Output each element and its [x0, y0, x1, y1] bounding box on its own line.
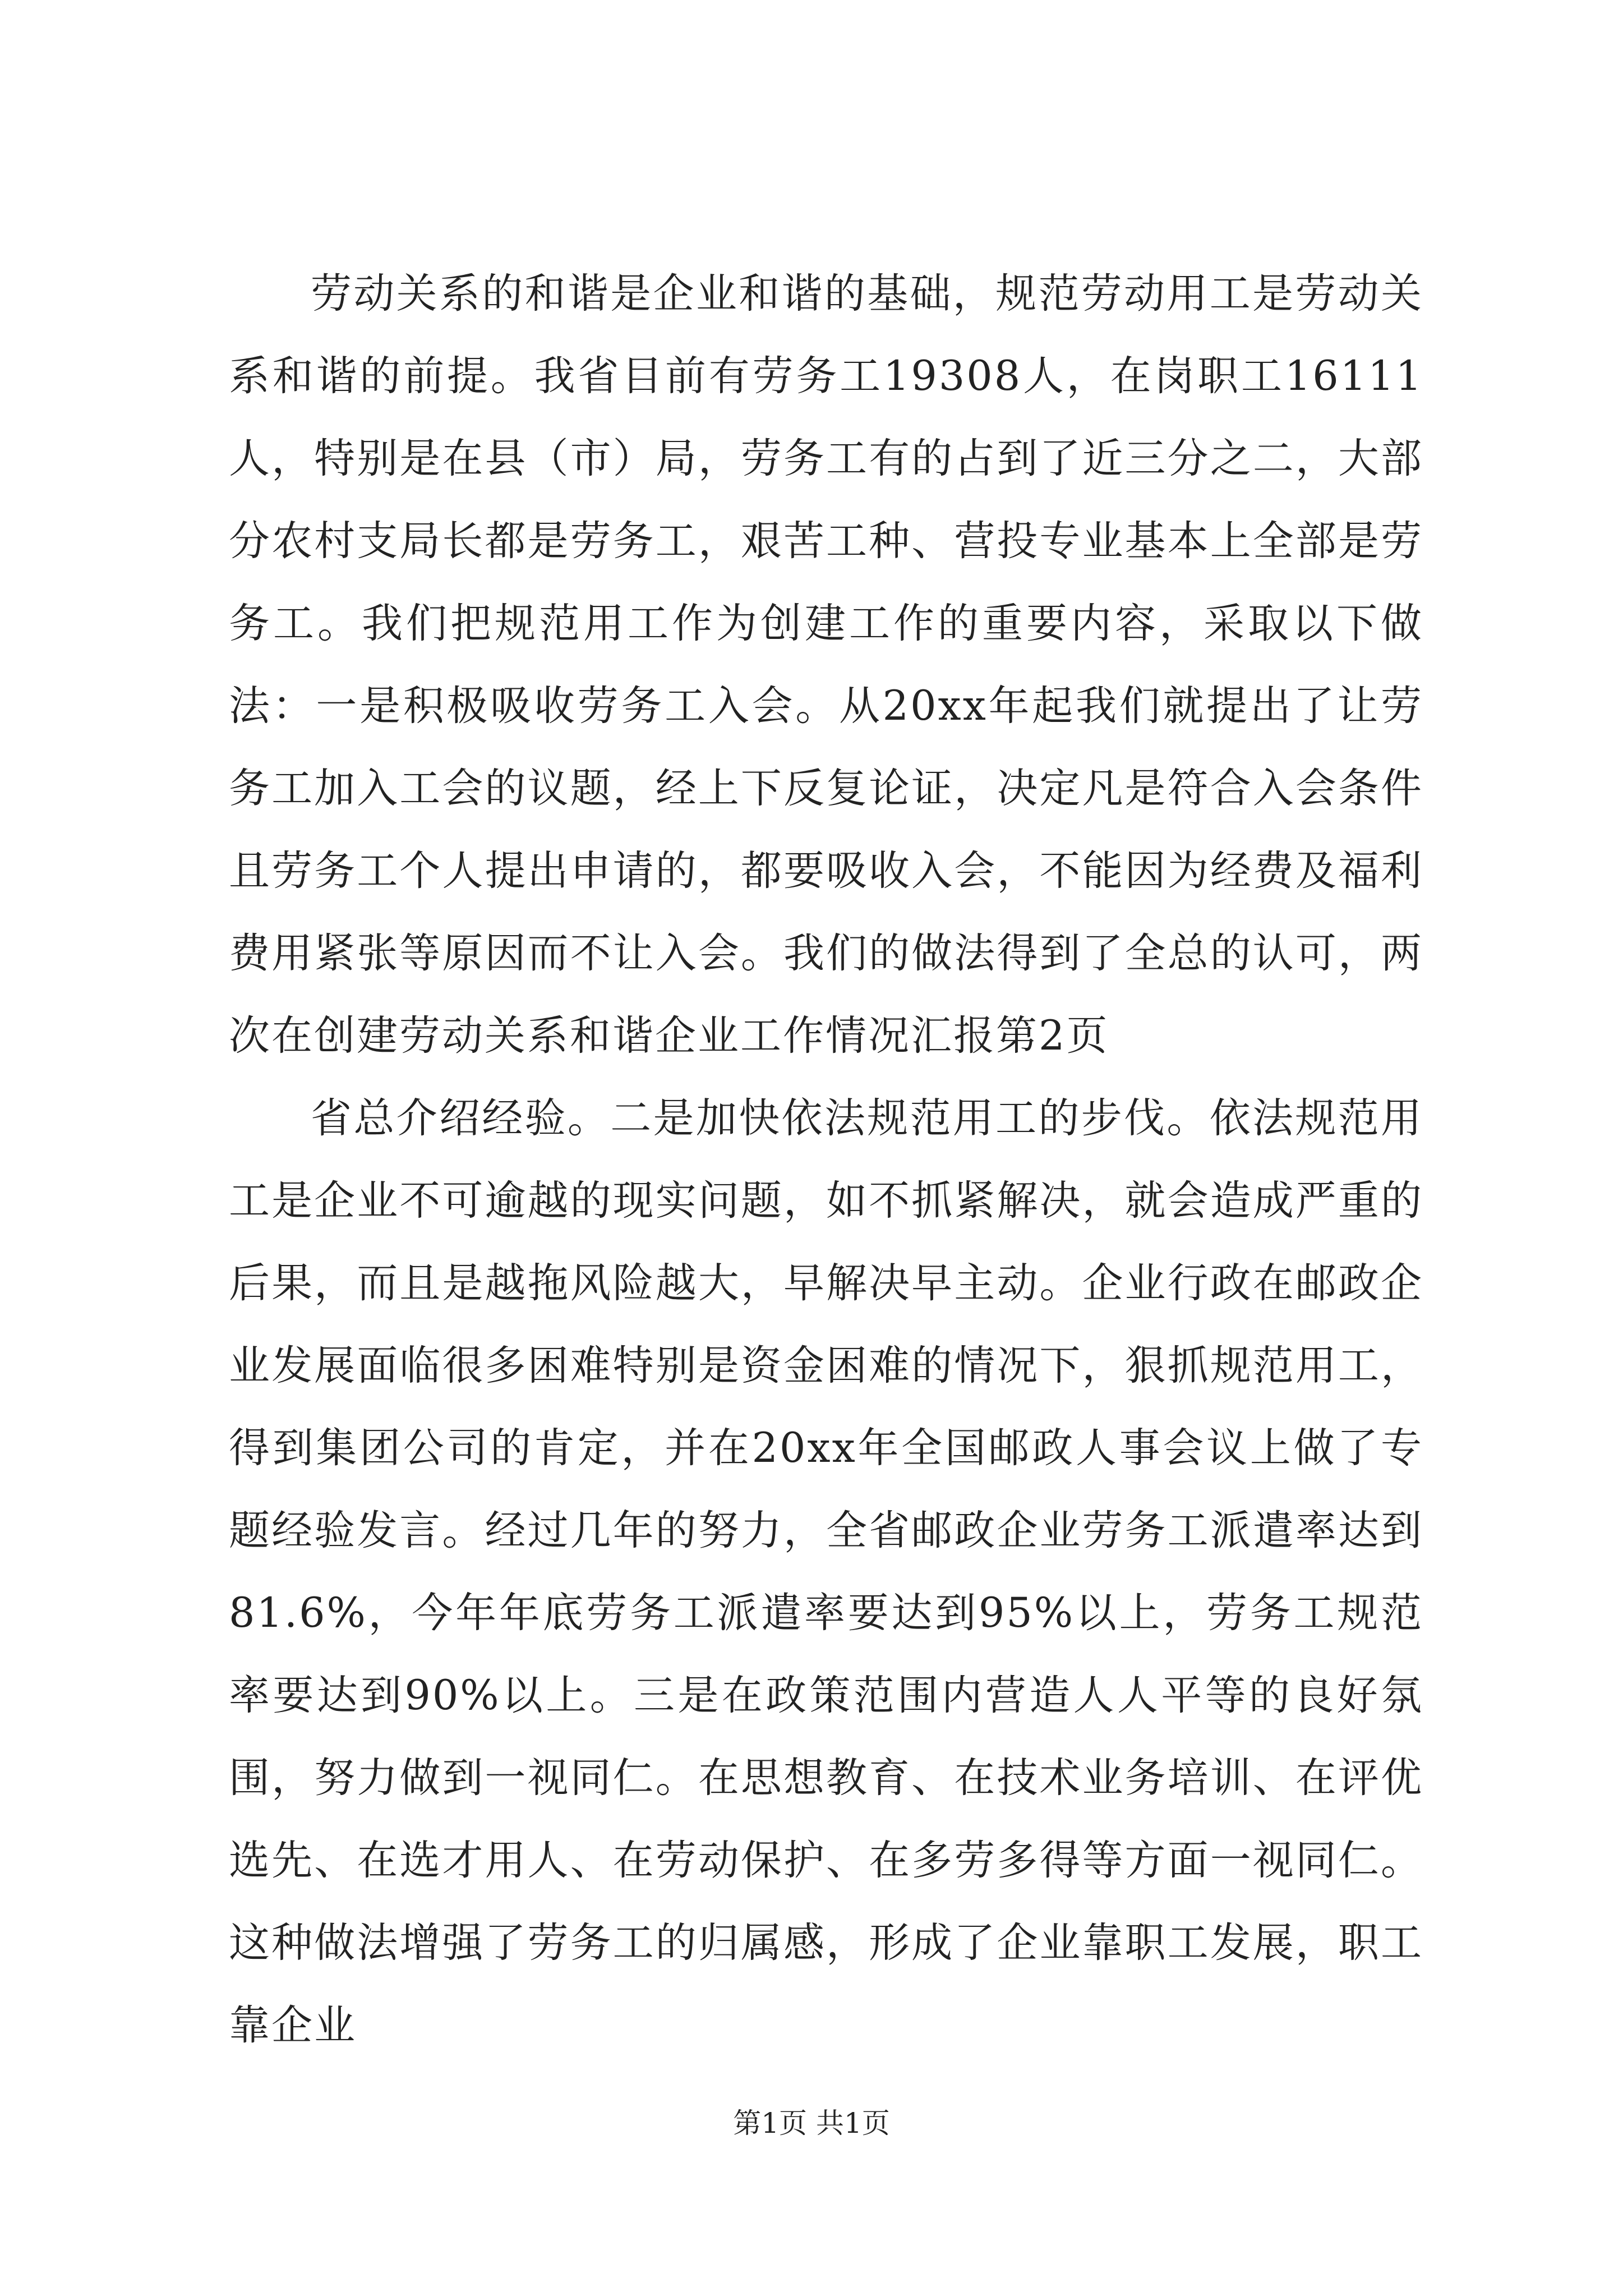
- paragraph-2: 省总介绍经验。二是加快依法规范用工的步伐。依法规范用工是企业不可逾越的现实问题，如不抓紧解决，就会造成严重的后果，而且是越拖风险越大，早解决早主动。企业行政在邮政企业发展面临很多困难特别是资金困难的情况下，狠抓规范用工，得到集团公司的肯定，并在20xx年全国邮政人事会议上做了专题经验发言。经过几年的努力，全省邮政企业劳务工派遣率达到81.6%，今年年底劳务工派遣率要达到95%以上，劳务工规范率要达到90%以上。三是在政策范围内营造人人平等的良好氛围，努力做到一视同仁。在思想教育、在技术业务培训、在评优选先、在选才用人、在劳动保护、在多劳多得等方面一视同仁。这种做法增强了劳务工的归属感，形成了企业靠职工发展，职工靠企业: [229, 1094, 1423, 2049]
- page-footer: 第1页 共1页: [733, 2107, 890, 2139]
- paragraph-1: 劳动关系的和谐是企业和谐的基础，规范劳动用工是劳动关系和谐的前提。我省目前有劳务工19308人，在岗职工16111人，特别是在县（市）局，劳务工有的占到了近三分之二，大部分农村支局长都是劳务工，艰苦工种、营投专业基本上全部是劳务工。我们把规范用工作为创建工作的重要内容，采取以下做法：一是积极吸收劳务工入会。从20xx年起我们就提出了让劳务工加入工会的议题，经上下反复论证，决定凡是符合入会条件且劳务工个人提出申请的，都要吸收入会，不能因为经费及福利费用紧张等原因而不让入会。我们的做法得到了全总的认可，两次在创建劳动关系和谐企业工作情况汇报第2页: [229, 270, 1423, 1060]
- document-body: [229, 252, 1423, 2067]
